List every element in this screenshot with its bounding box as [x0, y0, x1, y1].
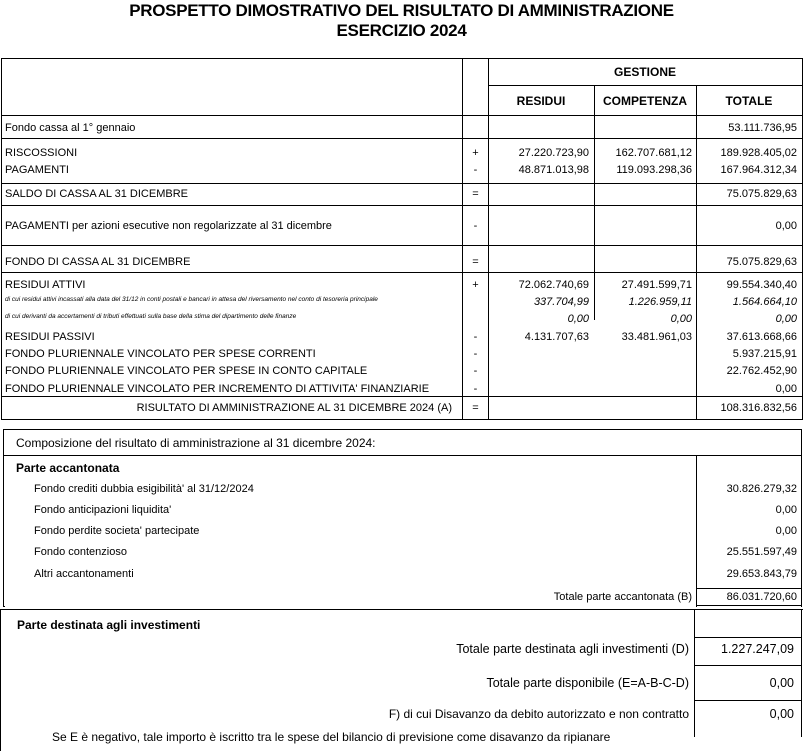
row-fpv-correnti-sign: -	[473, 348, 478, 360]
totale-investimenti-value: 1.227.247,09	[721, 642, 794, 656]
row-saldo-label: SALDO DI CASSA AL 31 DICEMBRE	[5, 188, 188, 200]
row-fpv-capitale-totale: 22.762.452,90	[726, 365, 797, 377]
composizione-title: Composizione del risultato di amministrazione al 31 dicembre 2024:	[16, 436, 376, 450]
acc-item-value: 30.826.279,32	[726, 483, 797, 495]
row-residui-passivi-sign: -	[473, 331, 478, 343]
row-risultato-sign: =	[472, 402, 479, 414]
totale-accantonata-value: 86.031.720,60	[726, 591, 797, 603]
nota-disavanzo: Se E è negativo, tale importo è iscritto tra le spese del bilancio di previsione come disavanzo da ripianare	[52, 730, 611, 744]
row-pagamenti-totale: 167.964.312,34	[720, 164, 797, 176]
page-title: PROSPETTO DIMOSTRATIVO DEL RISULTATO DI AMMINISTRAZIONE	[129, 1, 674, 20]
row-fpv-finanz-totale: 0,00	[775, 383, 797, 395]
row-saldo-totale: 75.075.829,63	[726, 188, 797, 200]
acc-item-value: 0,00	[775, 525, 797, 537]
row-pag-azioni-totale: 0,00	[775, 220, 797, 232]
acc-item-label: Fondo anticipazioni liquidita'	[34, 504, 172, 516]
row-saldo-sign: =	[472, 188, 479, 200]
header-competenza: COMPETENZA	[603, 94, 687, 108]
row-residui-passivi-totale: 37.613.668,66	[726, 331, 797, 343]
row-fpv-capitale-label: FONDO PLURIENNALE VINCOLATO PER SPESE IN CONTO CAPITALE	[5, 365, 368, 377]
header-gestione: GESTIONE	[613, 65, 676, 79]
acc-item-label: Fondo crediti dubbia esigibilità' al 31/12/2024	[34, 483, 254, 495]
totale-disponibile-label: Totale parte disponibile (E=A-B-C-D)	[486, 676, 689, 690]
row-pagamenti-label: PAGAMENTI	[5, 164, 69, 176]
row-fondo-31-label: FONDO DI CASSA AL 31 DICEMBRE	[5, 256, 191, 268]
row-residui-attivi-totale: 99.554.340,40	[726, 279, 797, 291]
row-sub1-residui: 337.704,99	[533, 296, 589, 308]
row-sub2-residui: 0,00	[567, 313, 589, 325]
row-riscossioni-sign: +	[472, 147, 479, 159]
row-fpv-finanz-sign: -	[473, 383, 478, 395]
row-fondo-31-sign: =	[472, 256, 479, 268]
row-riscossioni-competenza: 162.707.681,12	[615, 147, 692, 159]
header-residui: RESIDUI	[516, 94, 566, 108]
row-residui-attivi-sign: +	[472, 279, 479, 291]
row-residui-attivi-label: RESIDUI ATTIVI	[5, 279, 86, 291]
row-residui-passivi-label: RESIDUI PASSIVI	[5, 331, 95, 343]
row-residui-attivi-competenza: 27.491.599,71	[621, 279, 692, 291]
row-sub1-competenza: 1.226.959,11	[628, 296, 692, 308]
row-fpv-finanz-label: FONDO PLURIENNALE VINCOLATO PER INCREMENTO DI ATTIVITA' FINANZIARIE	[5, 383, 430, 395]
acc-item-value: 29.653.843,79	[726, 568, 797, 580]
row-riscossioni-totale: 189.928.405,02	[720, 147, 797, 159]
row-pagamenti-competenza: 119.093.298,36	[616, 164, 692, 176]
row-fpv-capitale-sign: -	[473, 365, 478, 377]
investimenti-title: Parte destinata agli investimenti	[17, 618, 201, 632]
acc-item-value: 25.551.597,49	[726, 546, 797, 558]
disavanzo-label: F) di cui Disavanzo da debito autorizzato e non contratto	[388, 707, 689, 721]
row-fondo-31-totale: 75.075.829,63	[726, 256, 797, 268]
acc-item-label: Fondo contenzioso	[34, 546, 127, 558]
row-risultato-totale: 108.316.832,56	[720, 402, 797, 414]
acc-item-label: Altri accantonamenti	[34, 568, 134, 580]
acc-item-value: 0,00	[775, 504, 797, 516]
totale-investimenti-label: Totale parte destinata agli investimenti (D)	[456, 642, 689, 656]
row-sub1-label: di cui residui attivi incassati alla data del 31/12 in conti postali e bancari in attesa del riversamento nel conto di tesoreria principale	[5, 296, 378, 303]
row-residui-attivi-residui: 72.062.740,69	[518, 279, 589, 291]
row-sub1-totale: 1.564.664,10	[732, 296, 797, 308]
row-sub2-totale: 0,00	[775, 313, 797, 325]
row-pag-azioni-label: PAGAMENTI per azioni esecutive non regolarizzate al 31 dicembre	[5, 220, 332, 232]
header-totale: TOTALE	[725, 94, 773, 108]
acc-item-label: Fondo perdite societa' partecipate	[34, 525, 200, 537]
row-pagamenti-residui: 48.871.013,98	[518, 164, 589, 176]
row-fpv-correnti-label: FONDO PLURIENNALE VINCOLATO PER SPESE CORRENTI	[5, 348, 316, 360]
row-risultato-label: RISULTATO DI AMMINISTRAZIONE AL 31 DICEMBRE 2024 (A)	[136, 402, 452, 414]
row-sub2-label: di cui derivanti da accertamenti di tributi effettuati sulla base della stima del dipartimento delle finanze	[5, 313, 297, 320]
row-fondo-cassa-totale: 53.111.736,95	[728, 122, 797, 134]
page-subtitle: ESERCIZIO 2024	[336, 21, 467, 40]
row-sub2-competenza: 0,00	[670, 313, 692, 325]
totale-disponibile-value: 0,00	[769, 676, 794, 690]
row-pag-azioni-sign: -	[473, 220, 478, 232]
row-pagamenti-sign: -	[473, 164, 478, 176]
parte-accantonata-title: Parte accantonata	[16, 461, 120, 475]
row-fpv-correnti-totale: 5.937.215,91	[732, 348, 797, 360]
totale-accantonata-label: Totale parte accantonata (B)	[553, 591, 692, 603]
row-residui-passivi-competenza: 33.481.961,03	[621, 331, 692, 343]
row-riscossioni-residui: 27.220.723,90	[518, 147, 589, 159]
row-fondo-cassa-label: Fondo cassa al 1° gennaio	[5, 122, 136, 134]
row-residui-passivi-residui: 4.131.707,63	[524, 331, 589, 343]
row-riscossioni-label: RISCOSSIONI	[5, 147, 78, 159]
disavanzo-value: 0,00	[769, 707, 794, 721]
